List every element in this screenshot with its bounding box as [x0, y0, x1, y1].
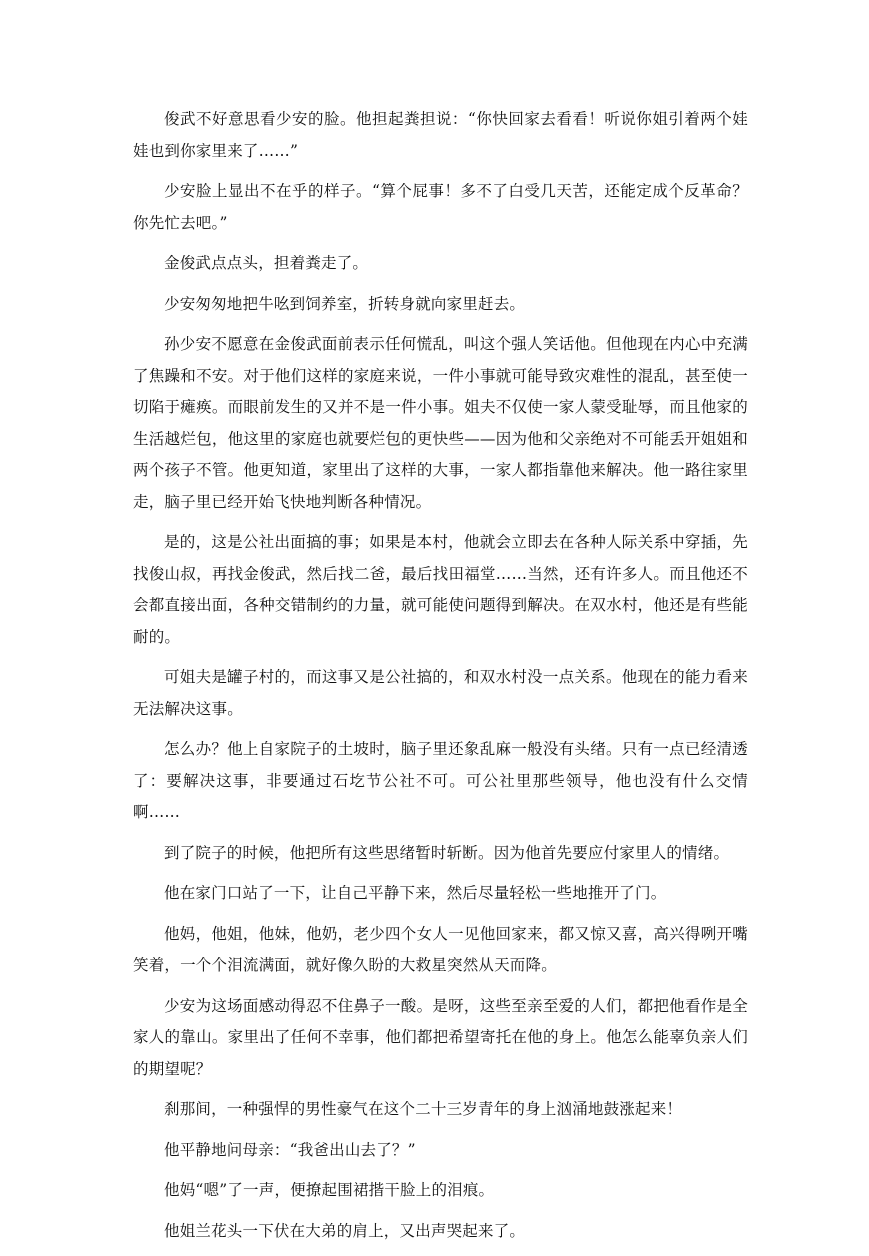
paragraph: 少安为这场面感动得忍不住鼻子一酸。是呀，这些至亲至爱的人们，都把他看作是全家人的靠山。家里出了任何不幸事，他们都把希望寄托在他的身上。他怎么能辜负亲人们的期望呢？ — [133, 996, 748, 1078]
paragraph: 他姐兰花头一下伏在大弟的肩上，又出声哭起来了。 — [164, 1221, 526, 1240]
paragraph: 少安脸上显出不在乎的样子。“算个屁事！多不了白受几天苦，还能定成个反革命？你先忙去吧。” — [133, 182, 748, 232]
paragraph: 怎么办？他上自家院子的土坡时，脑子里还象乱麻一般没有头绪。只有一点已经清透了：要解决这事，非要通过石圪节公社不可。可公社里那些领导，他也没有什么交情啊…… — [133, 740, 748, 821]
paragraph: 他妈，他姐，他妹，他奶，老少四个女人一见他回家来，都又惊又喜，高兴得咧开嘴笑着，一个个泪流满面，就好像久盼的大救星突然从天而降。 — [133, 924, 748, 974]
paragraph: 可姐夫是罐子村的，而这事又是公社搞的，和双水村没一点关系。他现在的能力看来无法解决这事。 — [133, 668, 748, 718]
paragraph: 少安匆匆地把牛吆到饲养室，折转身就向家里赶去。 — [164, 294, 526, 313]
paragraph: 他平静地问母亲：“我爸出山去了？” — [164, 1140, 416, 1159]
paragraph: 孙少安不愿意在金俊武面前表示任何慌乱，叫这个强人笑话他。但他现在内心中充满了焦躁和不安。对于他们这样的家庭来说，一件小事就可能导致灾难性的混乱，甚至使一切陷于瘫痪。而眼前发生的又并不是一件小事。姐夫不仅使一家人蒙受耻辱，而且他家的生活越烂包，他这里的家庭也就要烂包的更快些——因为他和父亲绝对不可能丢开姐姐和两个孩子不管。他更知道，家里出了这样的大事，一家人都指靠他来解决。他一路往家里走，脑子里已经开始飞快地判断各种情况。 — [133, 335, 748, 511]
document-body — [133, 104, 748, 1256]
paragraph: 他在家门口站了一下，让自己平静下来，然后尽量轻松一些地推开了门。 — [164, 884, 667, 902]
paragraph: 到了院子的时候，他把所有这些思绪暂时斩断。因为他首先要应付家里人的情绪。 — [164, 843, 730, 862]
paragraph: 他妈“嗯”了一声，便撩起围裙揩干脸上的泪痕。 — [164, 1181, 495, 1199]
paragraph: 是的，这是公社出面搞的事；如果是本村，他就会立即去在各种人际关系中穿插，先找俊山叔，再找金俊武，然后找二爸，最后找田福堂……当然，还有许多人。而且他还不会都直接出面，各种交错制约的力量，就可能使问题得到解决。在双水村，他还是有些能耐的。 — [133, 533, 748, 646]
paragraph: 金俊武点点头，担着粪走了。 — [164, 254, 369, 272]
paragraph: 刹那间，一种强悍的男性豪气在这个二十三岁青年的身上汹涌地鼓涨起来！ — [164, 1100, 683, 1118]
paragraph: 俊武不好意思看少安的脸。他担起粪担说：“你快回家去看看！听说你姐引着两个娃娃也到你家里来了……” — [133, 110, 748, 160]
